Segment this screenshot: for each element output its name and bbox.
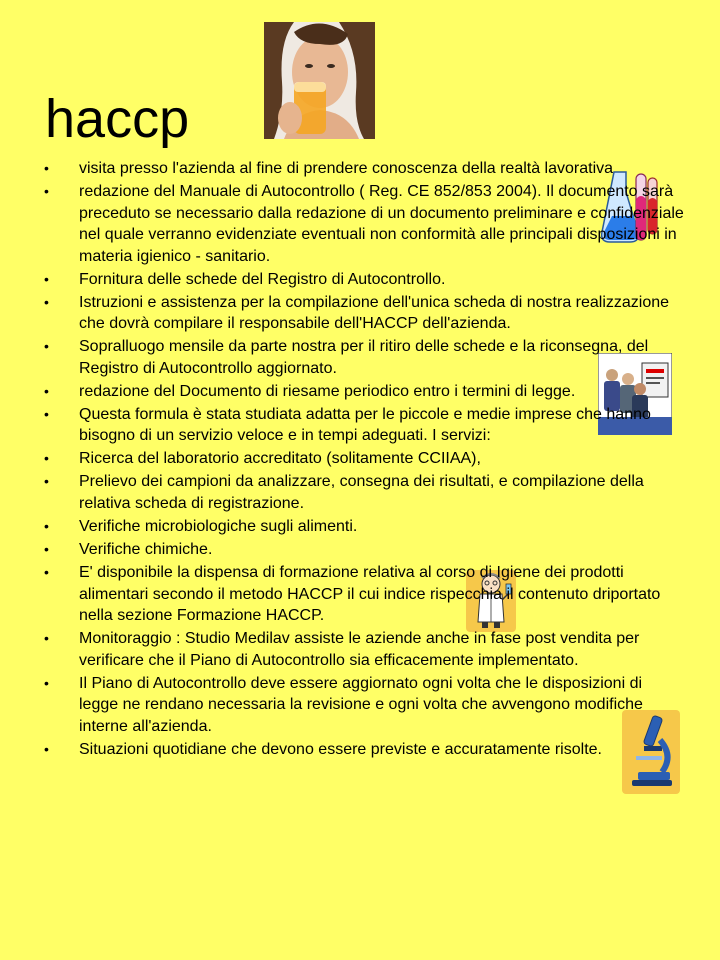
bullet-dot: • [44,518,49,535]
bullet-dot: • [44,541,49,557]
bullet-dot: • [44,293,49,310]
bullet-dot: • [44,382,49,399]
bullet-text: visita presso l'azienda al fine di prendere conoscenza della realtà lavorativa [79,160,614,177]
bullet-item [44,448,684,470]
woman-drinking-juice-image [264,22,375,139]
bullet-item [44,336,684,379]
slide-title: haccp [45,89,190,149]
bullet-item [44,516,684,538]
bullet-text: E' disponibile la dispensa di formazione relativa al corso di Igiene dei prodotti alimentari secondo il metodo HACCP il cui indice rispecchia il contenuto driportato nella sezione Formazione HACCP. [79,563,661,625]
bullet-dot: • [44,160,49,176]
bullet-list [44,158,684,762]
bullet-text: Questa formula è stata studiata adatta per le piccole e medie imprese che hanno bisogno di un servizio veloce e in tempi adeguati. I servizi: [79,405,651,445]
bullet-item [44,471,684,514]
bullet-item [44,269,684,291]
bullet-dot: • [44,473,49,490]
bullet-item [44,673,684,738]
bullet-dot: • [44,405,49,422]
bullet-dot: • [44,450,49,467]
bullet-text: Fornitura delle schede del Registro di Autocontrollo. [79,270,446,288]
bullet-text: Istruzioni e assistenza per la compilazione dell'unica scheda di nostra realizzazione che dovrà compilare il responsabile dell'HACCP dell'azienda. [79,293,670,333]
bullet-item [44,404,684,447]
bullet-text: Ricerca del laboratorio accreditato (solitamente CCIIAA), [79,450,481,468]
bullet-dot: • [44,674,49,691]
bullet-item [44,539,684,561]
bullet-item [44,562,684,627]
bullet-dot: • [44,563,49,580]
bullet-item [44,628,684,671]
bullet-text: Prelievo dei campioni da analizzare, consegna dei risultati, e compilazione della relativa scheda di registrazione. [79,473,644,513]
bullet-item [44,292,684,335]
bullet-item [44,739,684,761]
bullet-dot: • [44,740,49,757]
bullet-text: Situazioni quotidiane che devono essere previste e accuratamente risolte. [79,740,602,758]
bullet-text: redazione del Documento di riesame periodico entro i termini di legge. [79,382,576,400]
bullet-text: Verifiche chimiche. [79,541,213,558]
bullet-dot: • [44,338,49,355]
bullet-text: Verifiche microbiologiche sugli alimenti. [79,518,358,536]
bullet-text: Sopralluogo mensile da parte nostra per il ritiro delle schede e la riconsegna, del Registro di Autocontrollo aggiornato. [79,338,649,377]
bullet-dot: • [44,182,49,199]
bullet-dot: • [44,270,49,287]
bullet-text: Il Piano di Autocontrollo deve essere aggiornato ogni volta che le disposizioni di legge ne rendano necessaria la revisione e ogni volta che avvengono modifiche interne all'azienda. [79,674,643,735]
bullet-item [44,158,684,180]
bullet-text: redazione del Manuale di Autocontrollo ( Reg. CE 852/853 2004). Il documento sarà preceduto se necessario dalla redazione di un documento preliminare e confidenziale nel quale verranno evidenziate eventuali non conformità alle principali disposizioni in materia igienico - sanitario. [79,182,684,265]
bullet-dot: • [44,630,49,647]
bullet-item [44,181,684,267]
bullet-text: Monitoraggio : Studio Medilav assiste le aziende anche in fase post vendita per verificare che il Piano di Autocontrollo sia efficacemente implementato. [79,630,640,669]
bullet-item [44,381,684,403]
